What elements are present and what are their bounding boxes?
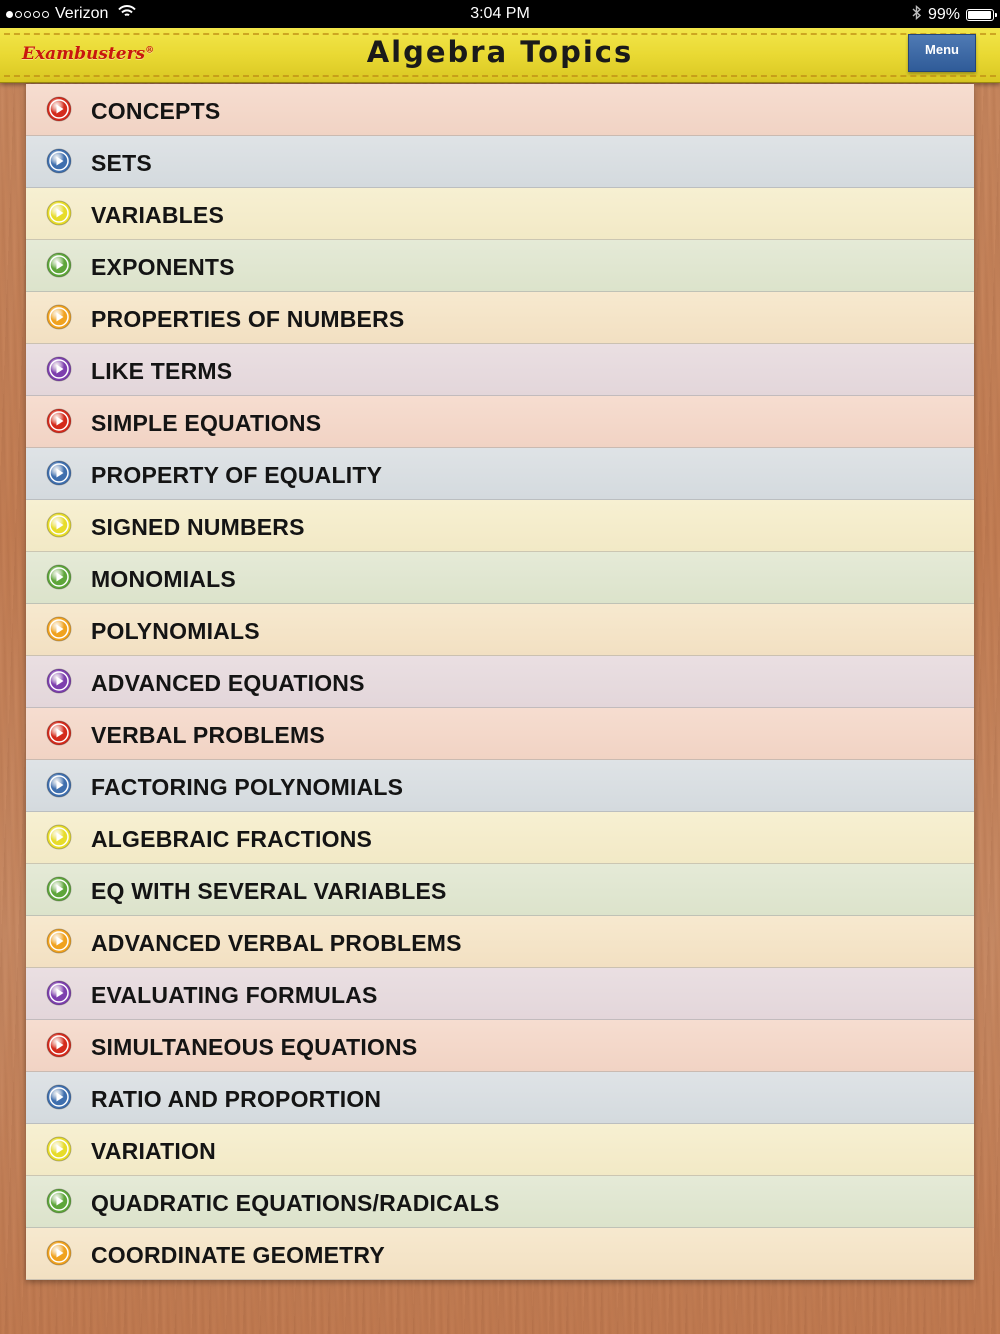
topic-label: SIMPLE EQUATIONS	[91, 410, 322, 436]
status-time: 3:04 PM	[470, 5, 530, 22]
play-circle-icon	[46, 980, 72, 1006]
carrier-name: Verizon	[55, 5, 109, 22]
topic-label: VARIATION	[91, 1138, 216, 1164]
play-circle-icon	[46, 96, 72, 122]
status-bar	[0, 0, 1000, 28]
topic-label: ADVANCED VERBAL PROBLEMS	[91, 930, 462, 956]
play-circle-icon	[46, 252, 72, 278]
topic-row[interactable]	[26, 916, 974, 968]
menu-button[interactable]: Menu	[908, 34, 976, 72]
topic-label: SETS	[91, 150, 152, 176]
topic-label: ALGEBRAIC FRACTIONS	[91, 826, 373, 852]
topic-row[interactable]	[26, 500, 974, 552]
topic-label: FACTORING POLYNOMIALS	[91, 774, 404, 800]
topic-label: SIGNED NUMBERS	[91, 514, 305, 540]
topic-label: EQ WITH SEVERAL VARIABLES	[91, 878, 447, 904]
play-circle-icon	[46, 148, 72, 174]
play-circle-icon	[46, 928, 72, 954]
play-circle-icon	[46, 1032, 72, 1058]
topic-row[interactable]	[26, 448, 974, 500]
topic-label: QUADRATIC EQUATIONS/RADICALS	[91, 1190, 500, 1216]
play-circle-icon	[46, 1084, 72, 1110]
topic-row[interactable]	[26, 292, 974, 344]
topic-row[interactable]	[26, 136, 974, 188]
topic-row[interactable]	[26, 760, 974, 812]
topic-row[interactable]	[26, 1020, 974, 1072]
bluetooth-icon	[912, 5, 922, 25]
topic-row[interactable]	[26, 1124, 974, 1176]
topic-label: PROPERTIES OF NUMBERS	[91, 306, 405, 332]
topic-label: EVALUATING FORMULAS	[91, 982, 378, 1008]
topic-row[interactable]	[26, 604, 974, 656]
topic-label: ADVANCED EQUATIONS	[91, 670, 365, 696]
play-circle-icon	[46, 356, 72, 382]
topic-row[interactable]	[26, 84, 974, 136]
play-circle-icon	[46, 876, 72, 902]
play-circle-icon	[46, 668, 72, 694]
topic-label: PROPERTY OF EQUALITY	[91, 462, 383, 488]
exambusters-logo: Exambusters®	[22, 44, 155, 64]
play-circle-icon	[46, 512, 72, 538]
topic-label: COORDINATE GEOMETRY	[91, 1242, 385, 1268]
play-circle-icon	[46, 720, 72, 746]
play-circle-icon	[46, 1188, 72, 1214]
topic-label: EXPONENTS	[91, 254, 235, 280]
topic-row[interactable]	[26, 864, 974, 916]
play-circle-icon	[46, 408, 72, 434]
battery-percent: 99%	[927, 6, 960, 23]
battery-level	[968, 11, 991, 19]
topic-label: VARIABLES	[91, 202, 224, 228]
topic-row[interactable]	[26, 708, 974, 760]
topic-row[interactable]	[26, 1176, 974, 1228]
topic-label: CONCEPTS	[91, 98, 221, 124]
topic-list	[26, 84, 974, 1280]
topic-label: VERBAL PROBLEMS	[91, 722, 325, 748]
play-circle-icon	[46, 824, 72, 850]
topic-row[interactable]	[26, 1228, 974, 1280]
topic-row[interactable]	[26, 344, 974, 396]
topic-row[interactable]	[26, 396, 974, 448]
status-right	[912, 5, 994, 25]
play-circle-icon	[46, 304, 72, 330]
app-header	[0, 28, 1000, 83]
topic-row[interactable]	[26, 552, 974, 604]
topic-label: LIKE TERMS	[91, 358, 233, 384]
topic-label: MONOMIALS	[91, 566, 236, 592]
topic-label: SIMULTANEOUS EQUATIONS	[91, 1034, 418, 1060]
battery-icon	[966, 9, 994, 21]
topic-row[interactable]	[26, 240, 974, 292]
play-circle-icon	[46, 1136, 72, 1162]
topic-row[interactable]	[26, 812, 974, 864]
play-circle-icon	[46, 772, 72, 798]
topic-row[interactable]	[26, 188, 974, 240]
play-circle-icon	[46, 1240, 72, 1266]
play-circle-icon	[46, 616, 72, 642]
topic-label: POLYNOMIALS	[91, 618, 260, 644]
topic-row[interactable]	[26, 656, 974, 708]
topic-row[interactable]	[26, 1072, 974, 1124]
play-circle-icon	[46, 564, 72, 590]
topic-label: RATIO AND PROPORTION	[91, 1086, 382, 1112]
play-circle-icon	[46, 460, 72, 486]
page-title: Algebra Topics	[366, 35, 634, 69]
play-circle-icon	[46, 200, 72, 226]
topic-row[interactable]	[26, 968, 974, 1020]
